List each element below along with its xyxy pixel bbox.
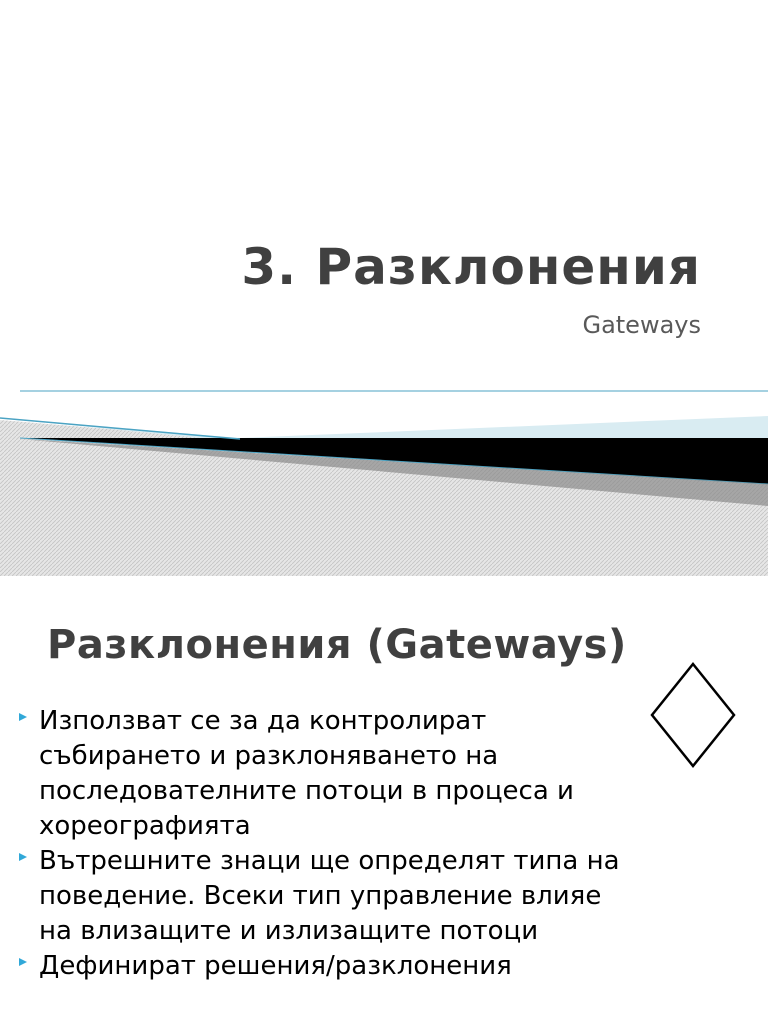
list-item [14, 704, 634, 844]
bullet-text: Дефинират решения/разклонения [39, 951, 512, 981]
list-item [14, 949, 634, 984]
decorative-wedge-band [0, 380, 768, 576]
bullet-text: Използват се за да контролират събирането и разклоняването на последователните потоци в процеса и хореографията [39, 706, 574, 841]
bullet-text: Вътрешните знаци ще определят типа на поведение. Всеки тип управление влияе на влизащите и излизащите потоци [39, 846, 620, 946]
bullet-list [14, 704, 634, 984]
bullet-arrow-icon [16, 850, 30, 864]
content-slide [0, 576, 768, 1024]
slide-subtitle: Gateways [582, 311, 701, 339]
list-item [14, 844, 634, 949]
slide-title: 3. Разклонения [241, 238, 701, 296]
content-slide-title: Разклонения (Gateways) [47, 622, 627, 668]
gateway-diamond-icon [648, 660, 738, 770]
bullet-arrow-icon [16, 955, 30, 969]
bullet-arrow-icon [16, 710, 30, 724]
